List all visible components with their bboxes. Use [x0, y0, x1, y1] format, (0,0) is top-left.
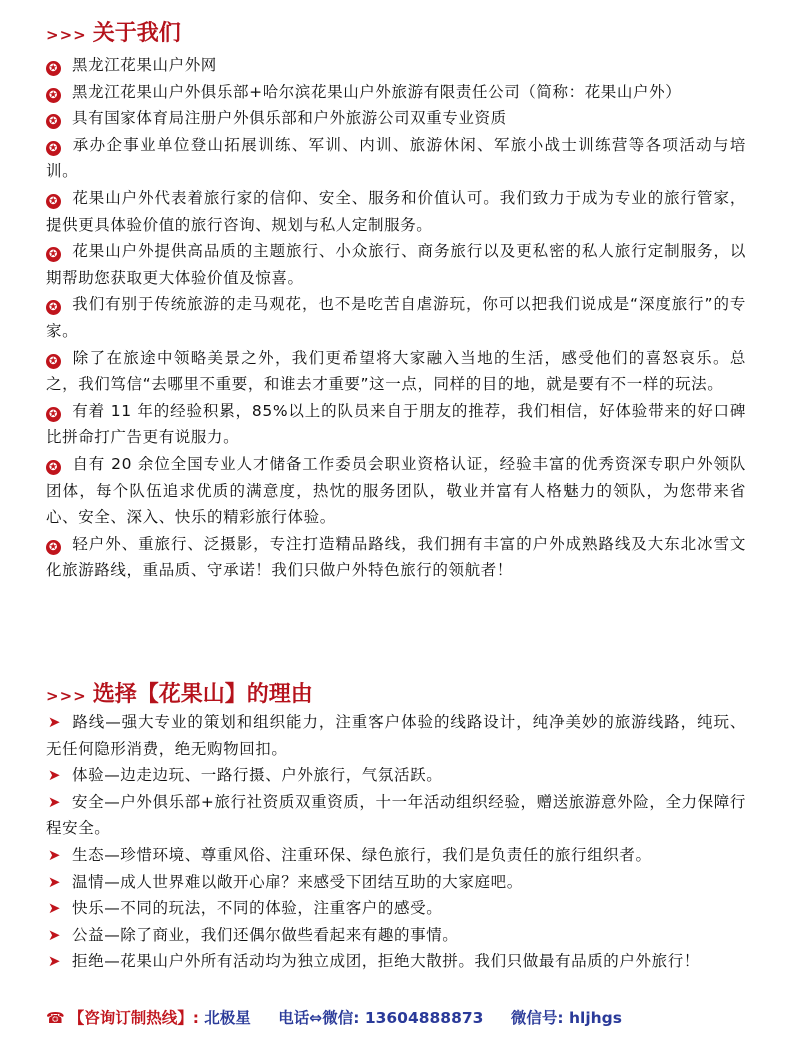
list-item-text: 生态—珍惜环境、尊重风俗、注重环保、绿色旅行，我们是负责任的旅行组织者。 [72, 845, 652, 864]
list-item [46, 842, 746, 869]
star-bullet-icon: ✪ [46, 354, 61, 369]
arrow-bullet-icon: ➤ [47, 713, 62, 731]
phone-icon: ☎ [46, 1009, 65, 1027]
star-bullet-icon: ✪ [46, 114, 61, 129]
list-item-text: 快乐—不同的玩法，不同的体验，注重客户的感受。 [72, 899, 443, 918]
list-item [46, 762, 746, 789]
list-item-text: 路线—强大专业的策划和组织能力，注重客户体验的线路设计，纯净美妙的旅游线路，纯玩、无任何隐形消费，绝无购物回扣。 [46, 713, 746, 758]
list-item-text: 安全—户外俱乐部+旅行社资质双重资质，十一年活动组织经验，赠送旅游意外险，全力保障行程安全。 [46, 792, 746, 838]
list-item [46, 531, 746, 584]
list-item [46, 709, 746, 762]
star-bullet-icon: ✪ [46, 88, 61, 103]
arrow-bullet-icon: ➤ [47, 952, 62, 971]
about-title-text: 关于我们 [92, 21, 181, 46]
arrow-bullet-icon: ➤ [47, 899, 62, 918]
star-bullet-icon: ✪ [46, 540, 61, 555]
list-item-text: 我们有别于传统旅游的走马观花，也不是吃苦自虐游玩，你可以把我们说成是“深度旅行”的专家。 [46, 295, 746, 340]
list-item [46, 895, 746, 922]
list-item [46, 132, 746, 185]
arrow-bullet-icon: ➤ [47, 792, 62, 811]
list-item [46, 105, 746, 132]
list-item-text: 公益—除了商业，我们还偶尔做些看起来有趣的事情。 [72, 925, 459, 944]
contact-name: 北极星 [204, 1009, 251, 1027]
list-item-text: 具有国家体育局注册户外俱乐部和户外旅游公司双重专业资质 [72, 109, 507, 128]
star-bullet-icon: ✪ [46, 141, 61, 156]
list-item [46, 185, 746, 238]
list-item-text: 承办企事业单位登山拓展训练、军训、内训、旅游休闲、军旅小战士训练营等各项活动与培训。 [46, 135, 746, 181]
reasons-list [46, 709, 746, 975]
list-item [46, 52, 746, 79]
list-item-text: 除了在旅途中领略美景之外，我们更希望将大家融入当地的生活，感受他们的喜怒哀乐。总之，我们笃信“去哪里不重要，和谁去才重要”这一点，同样的目的地，就是要有不一样的玩法。 [46, 348, 746, 394]
list-item [46, 451, 746, 531]
list-item [46, 869, 746, 896]
list-item-text: 花果山户外提供高品质的主题旅行、小众旅行、商务旅行以及更私密的私人旅行定制服务，以期帮助您获取更大体验价值及惊喜。 [46, 242, 746, 287]
star-bullet-icon: ✪ [46, 194, 61, 209]
star-bullet-icon: ✪ [46, 247, 61, 262]
contact-hotline [46, 1006, 766, 1030]
list-item-text: 黑龙江花果山户外网 [72, 56, 217, 74]
list-item-text: 黑龙江花果山户外俱乐部+哈尔滨花果山户外旅游有限责任公司（简称：花果山户外） [72, 82, 682, 101]
list-item-text: 有着 11 年的经验积累，85%以上的队员来自于朋友的推荐，我们相信，好体验带来的好口碑比拼命打广告更有说服力。 [46, 401, 746, 447]
star-bullet-icon: ✪ [46, 460, 61, 475]
list-item-text: 自有 20 余位全国专业人才储备工作委员会职业资格认证，经验丰富的优秀资深专职户外领队团体，每个队伍追求优质的满意度，热忱的服务团队，敬业并富有人格魅力的领队，为您带来省心、安全、深入、快乐的精彩旅行体验。 [46, 454, 746, 527]
section-marker: >>> [46, 26, 87, 44]
wechat-label: 微信号: [510, 1009, 564, 1027]
list-item [46, 238, 746, 291]
list-item [46, 291, 746, 344]
list-item [46, 345, 746, 398]
about-section-title [46, 20, 181, 49]
list-item-text: 温情—成人世界难以敞开心扉？来感受下团结互助的大家庭吧。 [72, 872, 523, 891]
list-item-text: 轻户外、重旅行、泛摄影，专注打造精品路线，我们拥有丰富的户外成熟路线及大东北冰雪文化旅游路线，重品质、守承诺！我们只做户外特色旅行的领航者！ [46, 534, 746, 580]
list-item [46, 789, 746, 842]
star-bullet-icon: ✪ [46, 407, 61, 422]
list-item [46, 398, 746, 451]
arrow-bullet-icon: ➤ [47, 845, 62, 864]
phone-wechat-label: 电话⇔微信: [278, 1009, 360, 1027]
section-marker: >>> [46, 687, 87, 705]
phone-number: 13604888873 [364, 1009, 484, 1027]
arrow-bullet-icon: ➤ [47, 872, 62, 891]
reasons-title-text: 选择【花果山】的理由 [92, 682, 313, 707]
list-item-text: 体验—边走边玩、一路行摄、户外旅行，气氛活跃。 [72, 766, 443, 785]
list-item-text: 花果山户外代表着旅行家的信仰、安全、服务和价值认可。我们致力于成为专业的旅行管家，提供更具体验价值的旅行咨询、规划与私人定制服务。 [46, 188, 746, 234]
list-item [46, 922, 746, 949]
wechat-id: hljhgs [568, 1009, 622, 1027]
star-bullet-icon: ✪ [46, 300, 61, 315]
list-item-text: 拒绝—花果山户外所有活动均为独立成团，拒绝大散拼。我们只做最有品质的户外旅行！ [72, 952, 700, 971]
arrow-bullet-icon: ➤ [47, 925, 62, 944]
list-item [46, 948, 746, 975]
arrow-bullet-icon: ➤ [47, 766, 62, 785]
hotline-label: 【咨询订制热线】: [68, 1009, 199, 1027]
reasons-section-title [46, 681, 313, 710]
list-item [46, 79, 746, 106]
about-list [46, 52, 746, 584]
star-bullet-icon: ✪ [46, 61, 61, 76]
